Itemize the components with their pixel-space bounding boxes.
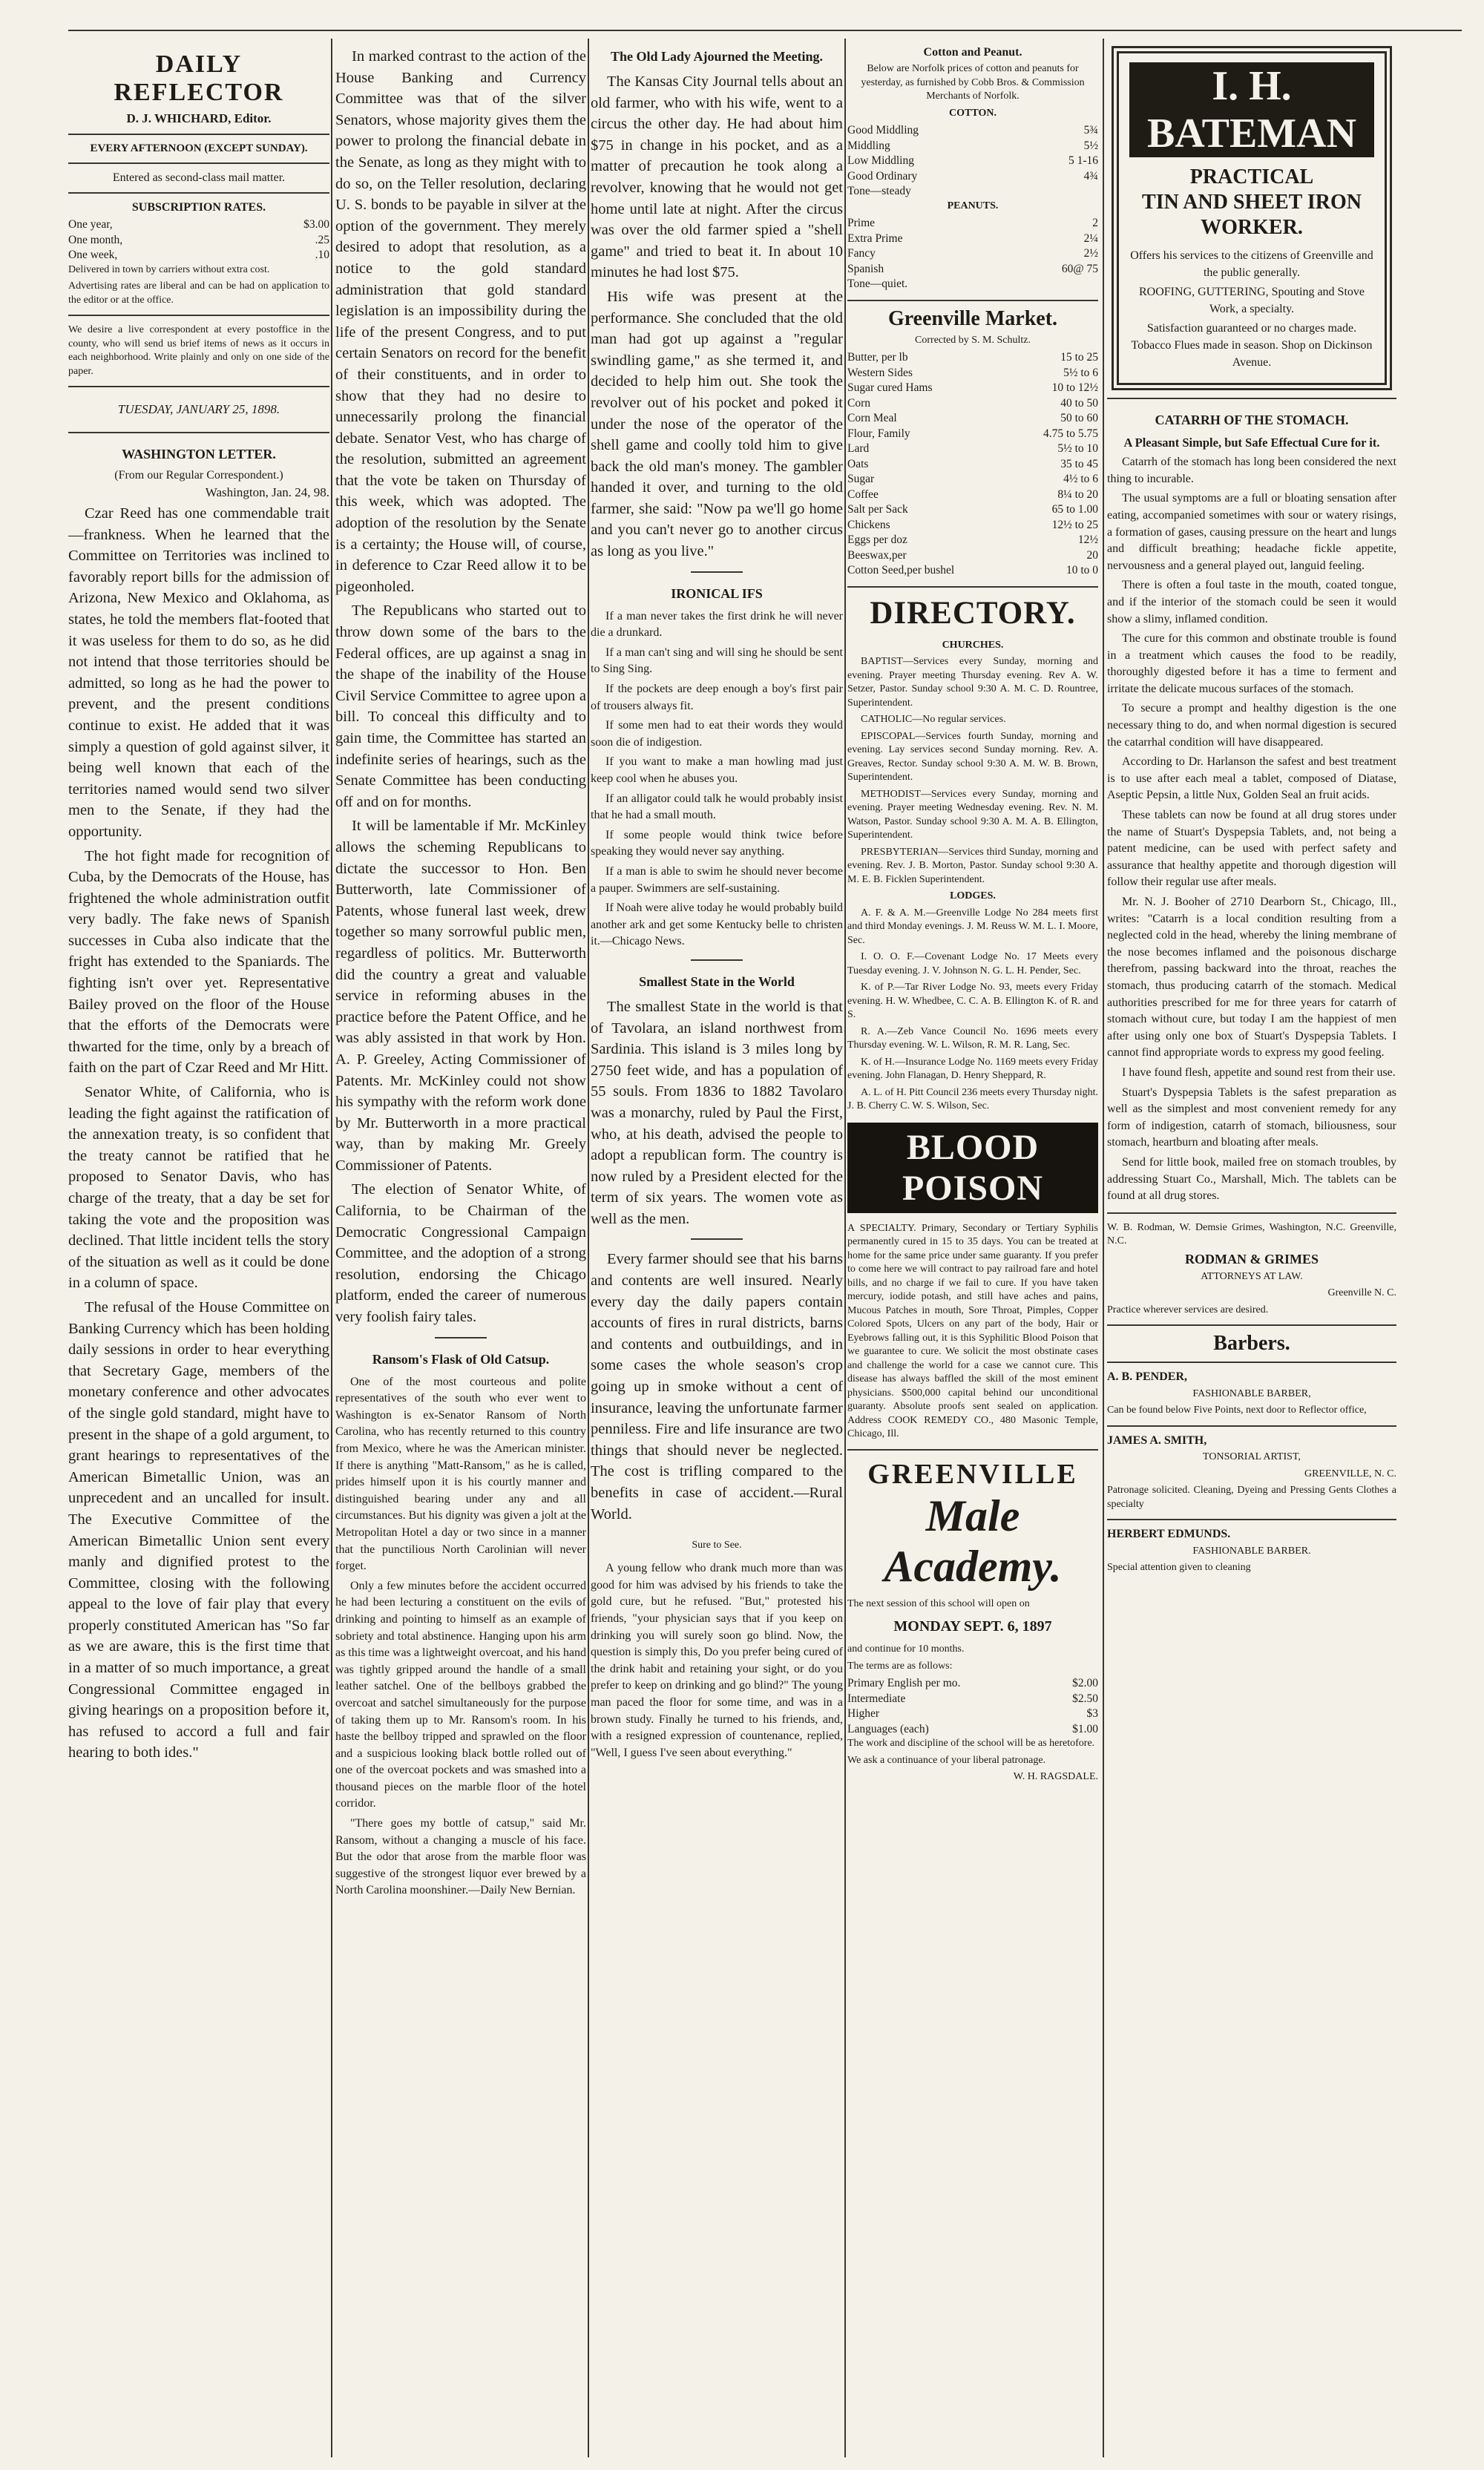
market-title: Cotton and Peanut. (923, 46, 1022, 59)
law-place: Greenville N. C. (1327, 1287, 1396, 1299)
divider (68, 134, 329, 135)
divider (847, 1449, 1098, 1451)
table-row: Cotton Seed,per bushel 10 to 0 (847, 564, 1098, 577)
article-title: Sure to See. (692, 1540, 742, 1551)
rate-row: One week, .10 (68, 249, 329, 261)
divider (68, 162, 329, 164)
market-subtitle: Corrected by S. M. Schultz. (915, 334, 1031, 346)
list-item: If a man can't sing and will sing he should be sent to Sing Sing. (591, 646, 843, 676)
article-paragraph: The cure for this common and obstinate trouble is found in a treatment which causes the food to be readily, thoroughly digested before it has a time to ferment and irritate the delicate mucous surfaces of the stomach. (1107, 632, 1396, 695)
delivery-note: Delivered in town by carriers without extra cost. (68, 263, 270, 275)
divider (435, 1337, 487, 1339)
masthead: DAILY REFLECTOR (114, 50, 284, 106)
top-rule (68, 30, 1462, 31)
table-row: Languages (each) $1.00 (847, 1722, 1098, 1735)
market-intro: Below are Norfolk prices of cotton and peanuts for yesterday, as furnished by Cobb Bros. & Commission Merchants of Norfolk. (861, 63, 1085, 102)
table-row: Sugar 4½ to 6 (847, 473, 1098, 485)
article-paragraph: I have found flesh, appetite and sound rest from their use. (1122, 1065, 1396, 1079)
article-paragraph: Czar Reed has one commendable trait—frankness. When he learned that the Committee on Territories was inclined to favorably report bills for the admission of Arizona, New Mexico and Oklahoma, as states, he told the members flat-footed that it was useless for them to do so, as he did not intend that those territories should be admitted, so long as he had the power to prevent, and the present conditions continue to exist. He added that it was simply a question of gold against silver, it being well known that each of the territories named would send two silver men to the Senate, if they had the opportunity. (68, 505, 329, 840)
fee-table (847, 1676, 1098, 1737)
rate-row: One month, .25 (68, 233, 329, 246)
article-paragraph: "There goes my bottle of catsup," said Mr. Ransom, without a changing a muscle of his face. But the odor that arose from the marble floor was suggestive of the strongest liquor ever brewed by a North Carolina moonshiner.—Daily New Bernian. (335, 1817, 586, 1897)
directory-entry: K. of H.—Insurance Lodge No. 1169 meets every Friday evening. John Flanagan, D. Henry Sheppard, R. (847, 1056, 1098, 1081)
divider (1107, 398, 1396, 399)
directory-entry: PRESBYTERIAN—Services third Sunday, morning and evening. Rev. J. B. Morton, Pastor. Sunday school 9:30 A. M. E. B. Ficklen Superintendent. (847, 846, 1098, 885)
table-row: Salt per Sack 65 to 1.00 (847, 503, 1098, 516)
divider (1107, 1362, 1396, 1363)
column-5 (1107, 46, 1396, 2454)
article-paragraph: According to Dr. Harlanson the safest and best treatment is to use after each meal a tablet, composed of Diatase, Aseptic Pepsin, a little Nux, Golden Seal an fruit acids. (1107, 755, 1396, 802)
peanut-table (847, 216, 1098, 292)
ad-heading: TIN AND SHEET IRON (1142, 191, 1362, 214)
divider (68, 432, 329, 433)
article-paragraph: To secure a prompt and healthy digestion is the one necessary thing to do, and when normal digestion is secured the catarrhal condition will have disappeared. (1107, 702, 1396, 749)
signature: W. H. RAGSDALE. (1013, 1771, 1098, 1782)
byline: (From our Regular Correspondent.) (114, 469, 283, 482)
list-item: If a man never takes the first drink he will never die a drunkard. (591, 609, 843, 640)
barber-text: Patronage solicited. Cleaning, Dyeing and Pressing Gents Clothes a specialty (1107, 1485, 1396, 1510)
article-title: Ransom's Flask of Old Catsup. (372, 1351, 550, 1367)
divider (1107, 1519, 1396, 1520)
table-row: Chickens 12½ to 25 (847, 518, 1098, 531)
section-head: PEANUTS. (947, 200, 999, 211)
section-head: CHURCHES. (942, 639, 1004, 651)
column-1 (68, 46, 329, 2454)
directory-entry: BAPTIST—Services every Sunday, morning and evening. Prayer meeting Thursday evening. Rev A. W. Setzer, Pastor. Sunday school 9:30 A. M. C. D. Rountree, Superintendent. (847, 656, 1098, 709)
divider (847, 300, 1098, 301)
list-item: If the pockets are deep enough a boy's first pair of trousers always fit. (591, 683, 843, 712)
directory-entry: METHODIST—Services every Sunday, morning and evening. Prayer meeting Wednesday evening. Rev. N. M. Watson, Pastor. Sunday school 9:30 A. M. A. B. Ellington, Superintendent. (847, 788, 1098, 841)
blood-poison-banner: BLOOD POISON (847, 1123, 1098, 1213)
barber-name: JAMES A. SMITH, (1107, 1433, 1207, 1447)
correspondent-note: We desire a live correspondent at every postoffice in the county, who will send us brief items of news as it occurs in each neighborhood. Write plainly and only on one side of the paper. (68, 324, 329, 377)
barber-name: A. B. PENDER, (1107, 1370, 1188, 1384)
list-item: If some men had to eat their words they would soon die of indigestion. (591, 719, 843, 749)
list-item: If an alligator could talk he would probably insist that he had a small mouth. (591, 792, 843, 822)
dateline: Washington, Jan. 24, 98. (205, 485, 329, 499)
advertisement-text: A SPECIALTY. Primary, Secondary or Tertiary Syphilis permanently cured in 15 to 35 days. You can be treated at home for the same price under same guaranty. If you prefer to come here we will contract to pay railroad fare and hotel bills, and no charge if we fail to cure. If you have taken mercury, iodide potash, and still have aches and pains, Mucous Patches in mouth, Sore Throat, Pimples, Copper Colored Spots, Ulcers on any part of the body, Hair or Eyebrows falling out, it is this Syphilitic Blood Poison that we guarantee to cure. We solicit the most obstinate cases and challenge the world for a case we cannot cure. This disease has always baffled the skill of the most eminent physicians. $500,000 capital behind our unconditional guaranty. Absolute proofs sent sealed on application. Address COOK REMEDY CO., 480 Masonic Temple, Chicago, Ill. (847, 1222, 1098, 1439)
list-item: If a man is able to swim he should never become a pauper. Swimmers are self-sustaining. (591, 864, 843, 895)
directory-entry: I. O. O. F.—Covenant Lodge No. 17 Meets every Tuesday evening. J. V. Johnson N. G. L. H. Pender, Sec. (847, 951, 1098, 976)
article-paragraph: In marked contrast to the action of the House Banking and Currency Committee was that of the silver Senators, whose majority gives them the power to prolong the financial debate in the Senate, as long as they might with to do so, on the Teller resolution, declaring U. S. bonds to be payable in silver at the option of the government. They merely desired to adopt that resolution, as a notice to the gold standard administration that gold standard legislation is an impossibility during the life of the present Congress, and to put certain Senators on record for the benefit of their constituents, and in order to show that they had no desire to unnecessarily prolong the financial debate. Senator Vest, who has charge of the resolution, submitted an agreement that the vote be taken on Thursday of this week, which was adopted. The adoption of the resolution by the Senate is a certainty; the House will, of course, in deference to Czar Reed allow it to be pigeonholed. (335, 48, 586, 595)
divider (691, 571, 743, 573)
directory-title: DIRECTORY. (870, 595, 1076, 631)
barber-place: GREENVILLE, N. C. (1304, 1468, 1396, 1479)
article-paragraph: Send for little book, mailed free on stomach troubles, by addressing Stuart Co., Marshall, Mich. The tablets can be found at all drug stores. (1107, 1155, 1396, 1203)
article-paragraph: Stuart's Dyspepsia Tablets is the safest preparation as well as the simplest and most convenient remedy for any form of indigestion, catarrh of stomach, biliousness, sour stomach, heartburn and bloating after meals. (1107, 1085, 1396, 1149)
table-row: Tone—steady (847, 185, 911, 197)
ad-heading: WORKER. (1201, 216, 1303, 239)
section-head: LODGES. (950, 890, 996, 901)
ad-name: I. H. BATEMAN (1129, 62, 1374, 157)
barber-title: TONSORIAL ARTIST, (1203, 1451, 1301, 1463)
column-rule (588, 39, 589, 2457)
divider (691, 959, 743, 961)
table-row: Corn Meal 50 to 60 (847, 412, 1098, 424)
issue-date: TUESDAY, JANUARY 25, 1898. (117, 402, 280, 416)
article-paragraph: Mr. N. J. Booher of 2710 Dearborn St., Chicago, Ill., writes: "Catarrh is a local condition resulting from a neglected cold in the head, whereby the lining membrane of the nose becomes inflamed and the poisonous discharge therefrom, passing backward into the throat, reaches the stomach, thus producing catarrh of the stomach. Medical authorities prescribed for me for three years for catarrh of stomach without cure, but today I am the happiest of men after using only one box of Stuart's Dyspepsia Tablets. I cannot find appropriate words to express my good feeling. (1107, 896, 1396, 1060)
article-paragraph: It will be lamentable if Mr. McKinley allows the scheming Republicans to dictate the successor to Hon. Ben Butterworth, late Commissioner of Patents, whose funeral last week, drew together so many sorrowful public men, regardless of politics. Mr. Butterworth did the country a great and valuable service in reforming abuses in the practice before the Patent Office, and he was ably assisted in that work by Hon. A. P. Greeley, Acting Commissioner of Patents. Mr. McKinley could not show his sympathy with the reform work done by Mr. Butterworth in a more practical way, than by making Mr. Greely Commissioner of Patents. (335, 818, 586, 1174)
table-row: Primary English per mo. $2.00 (847, 1677, 1098, 1689)
cotton-table (847, 123, 1098, 200)
table-row: Middling 5½ (847, 139, 1098, 152)
divider (847, 586, 1098, 588)
academy-text: and continue for 10 months. (847, 1643, 965, 1655)
article-paragraph: His wife was present at the performance. She concluded that the old man had got up against a "regular swindling game," as she termed it, and decided to help him out. She took the revolver out of his pocket and poked it under the nose of the operator of the shell game and coolly told him to give back the old man's money. The gambler handed it over, and turning to the old farmer, she said: "Now pa we'll go home and you can't never go to another circus as long as you live." (591, 288, 843, 560)
article-paragraph: Every farmer should see that his barns and contents are well insured. Nearly every day the daily papers contain accounts of fires in rural districts, barns and contents and outbuildings, and in some cases the whole season's crop going up in smoke without a cent of insurance, leaving the unfortunate farmer penniless. Fire and life insurance are two things that should never be neglected. The cost is trifling compared to the benefits in case of accident.—Rural World. (591, 1251, 843, 1523)
article-title: Smallest State in the World (639, 973, 795, 989)
table-row: Western Sides 5½ to 6 (847, 366, 1098, 379)
divider (68, 386, 329, 387)
table-row: Good Middling 5¾ (847, 124, 1098, 137)
article-paragraph: There is often a foul taste in the mouth, coated tongue, and if the interior of the stomach could be seen it would show a slimy, inflamed condition. (1107, 579, 1396, 625)
barber-title: FASHIONABLE BARBER. (1192, 1545, 1311, 1557)
column-3 (591, 46, 843, 2454)
column-rule (331, 39, 332, 2457)
ad-heading: PRACTICAL (1189, 165, 1314, 188)
divider (68, 192, 329, 194)
rates-title: SUBSCRIPTION RATES. (131, 201, 266, 214)
barber-title: FASHIONABLE BARBER, (1192, 1387, 1311, 1399)
table-row: Beeswax,per 20 (847, 548, 1098, 562)
schedule-line: EVERY AFTERNOON (EXCEPT SUNDAY). (90, 142, 308, 154)
table-row: Flour, Family 4.75 to 5.75 (847, 427, 1098, 440)
academy-name: GREENVILLE (867, 1458, 1078, 1490)
academy-title: Male Academy. (884, 1491, 1062, 1591)
article-paragraph: Catarrh of the stomach has long been considered the next thing to incurable. (1107, 456, 1396, 485)
law-names: W. B. Rodman, W. Demsie Grimes, Washington, N.C. Greenville, N.C. (1107, 1221, 1396, 1247)
table-row: Lard 5½ to 10 (847, 442, 1098, 455)
article-paragraph: Senator White, of California, who is leading the fight against the ratification of the annexation treaty, is so confident that the treaty cannot be ratified that he proposed to Senator Davis, who has charge of the treaty, that a day be set for taking the vote and the proposition was declined. That little incident tells the story of the situation as well as it could be done in a column of space. (68, 1084, 329, 1292)
rate-row: One year, $3.00 (68, 218, 329, 231)
column-4 (847, 46, 1098, 2454)
law-firm: RODMAN & GRIMES (1185, 1251, 1319, 1267)
barber-text: Special attention given to cleaning (1107, 1562, 1251, 1574)
list-item: If Noah were alive today he would probably build another ark and get some Kentucky belle to christen it.—Chicago News. (591, 901, 843, 948)
barber-text: Can be found below Five Points, next door to Reflector office, (1107, 1405, 1367, 1416)
table-row: Low Middling 5 1-16 (847, 154, 1098, 167)
article-paragraph: Only a few minutes before the accident occurred he had been lecturing a constituent on the evils of drinking and pointing to himself as an example of sobriety and total abstinence. Hanging upon his arm as this time was a lightweight overcoat, and his hand was tightly gripped around the handle of a small leather satchel. One of the bellboys grabbed the overcoat and satchel simultaneously for the purpose of taking them up to Mr. Ransom's room. In his haste the bellboy tripped and sprawled on the floor and a suspicious looking black bottle rolled out of one of the overcoat pockets and was smashed into a thousand pieces on the marble floor of the hotel corridor. (335, 1579, 586, 1810)
table-row: Oats 35 to 45 (847, 457, 1098, 470)
article-paragraph: The election of Senator White, of California, to be Chairman of the Democratic Congressional Campaign Committee, and the adoption of a strong resolution, endorsing the Chicago platform, ended the career of numerous very foolish fairy tales. (335, 1181, 586, 1326)
section-head: COTTON. (949, 107, 997, 119)
article-paragraph: One of the most courteous and polite representatives of the south who ever went to Washington is ex-Senator Ransom of North Carolina, who has recently returned to this country from Mexico, where he was the American minister. If there is anything "Matt-Ransom," as he is called, prides himself upon it is his courtly manner and distinguished bearing under any and all circumstances. But his dignity was given a jolt at the Metropolitan Hotel a day or two since in a manner that the punctilious North Carolinian will never forget. (335, 1375, 586, 1573)
table-row: Sugar cured Hams 10 to 12½ (847, 381, 1098, 394)
table-row: Butter, per lb 15 to 25 (847, 351, 1098, 364)
ad-text: Offers his services to the citizens of Greenville and the public generally. (1130, 249, 1373, 279)
table-row: Coffee 8¼ to 20 (847, 487, 1098, 501)
column-rule (1103, 39, 1104, 2457)
column-2 (335, 46, 586, 2454)
divider (691, 1238, 743, 1240)
divider (68, 315, 329, 316)
table-row: Spanish 60@ 75 (847, 262, 1098, 275)
article-paragraph: A young fellow who drank much more than was good for him was advised by his friends to take the gold cure, but he refused. "But," protested his friends, "your physician says that if you keep on drinking you will surely soon go blind. Now, the question is simply this, Do you prefer being cured of the drink habit and retaining your sight, or do you prefer to keep on drinking and go blind?" The young man paced the floor for some time, and was in a brown study. Finally he turned to his friends, and, with a resigned expression of countenance, replied, "Well, I guess I've seen about everything." (591, 1562, 843, 1759)
article-title: The Old Lady Ajourned the Meeting. (610, 49, 823, 64)
divider (1107, 1425, 1396, 1427)
academy-text: The next session of this school will open on (847, 1597, 1030, 1609)
law-practice: Practice wherever services are desired. (1107, 1304, 1269, 1316)
barbers-title: Barbers. (1213, 1332, 1290, 1356)
entered-line: Entered as second-class mail matter. (112, 171, 286, 184)
directory-entry: A. F. & A. M.—Greenville Lodge No 284 meets first and third Monday evenings. J. M. Reuss W. M. L. I. Moore, Sec. (847, 907, 1098, 946)
article-title: IRONICAL IFS (671, 585, 763, 601)
article-paragraph: The Republicans who started out to throw down some of the bars to the Federal offices, are up against a snag in the shape of the inability of the House Civil Service Committee to agree upon a bill. To conceal this difficulty and to gain time, the Committee has started an indefinite series of hearings, such as the Senate Committee has been conducting off and on for months. (335, 602, 586, 810)
directory-entry: R. A.—Zeb Vance Council No. 1696 meets every Thursday evening. W. L. Wilson, R. M. R. Lang, Sec. (847, 1025, 1098, 1051)
advertising-note: Advertising rates are liberal and can be had on application to the editor or at the office. (68, 280, 329, 306)
academy-text: The terms are as follows: (847, 1660, 953, 1672)
academy-text: We ask a continuance of your liberal patronage. (847, 1754, 1046, 1766)
table-row: Good Ordinary 4¾ (847, 169, 1098, 183)
article-paragraph: The refusal of the House Committee on Banking Currency which has been holding daily sessions in order to hear everything that Secretary Gage, members of the monetary conference and other advocates of the single gold standard, might have to present in the shape of a gold argument, to grant hearings to representatives of the American Bimetallic Union, was an unprecedent and an uncalled for insult. The Executive Committee of the American Bimetallic Union sent every manly and dignified protest to the Committee, closing with the following appeal to the love of fair play that every properly constituted American has "So far as we are aware, this is the first time that in a matter of so much importance, a great Congressional Committee engaged in giving hearings on a proposition before it, has refused to accord a full and fair hearing to both ides." (68, 1298, 329, 1761)
directory-entry: K. of P.—Tar River Lodge No. 93, meets every Friday evening. H. W. Whedbee, C. C. A. B. Ellington K. of R. and S. (847, 982, 1098, 1020)
ad-text: Satisfaction guaranteed or no charges made. Tobacco Flues made in season. Shop on Dickinson Avenue. (1131, 322, 1373, 369)
article-subtitle: A Pleasant Simple, but Safe Effectual Cure for it. (1123, 436, 1380, 450)
list-item: If you want to make a man howling mad just keep cool when he abuses you. (591, 755, 843, 785)
article-paragraph: The hot fight made for recognition of Cuba, by the Democrats of the House, has frightened the whole administration outfit very badly. The fake news of Spanish successes in Cuba also indicate that the fright has extended to the Spaniards. The fighting isn't over yet. Representative Bailey proved on the floor of the House that the efforts of the Democrats were thwarted for the time, only by a breach of faith on the part of Czar Reed and Mr Hitt. (68, 847, 329, 1077)
list-item: If some people would think twice before speaking they would never say anything. (591, 828, 843, 858)
divider (1107, 1212, 1396, 1214)
article-paragraph: The smallest State in the world is that of Tavolara, an island northwest from Sardinia. This island is 3 miles long by 2750 feet wide, and has a population of 55 souls. From 1836 to 1882 Tavolaro was a monarchy, ruled by Paul the First, who, at his death, advised the people to adopt a republican form. The country is now ruled by a President elected for the term of six years. The women vote as well as the men. (591, 998, 843, 1227)
law-title: ATTORNEYS AT LAW. (1201, 1270, 1303, 1282)
directory-entry: EPISCOPAL—Services fourth Sunday, morning and evening. Lay services second Sunday morning. Rev. A. Greaves, Rector. Sunday school 9:30 A. M. W. B. Brown, Superintendent. (847, 730, 1098, 783)
editor-line: D. J. WHICHARD, Editor. (126, 111, 272, 125)
column-rule (844, 39, 846, 2457)
bateman-advertisement (1112, 46, 1392, 390)
table-row: Tone—quiet. (847, 277, 908, 290)
table-row: Prime 2 (847, 217, 1098, 229)
table-row: Fancy 2½ (847, 247, 1098, 260)
directory-entry: CATHOLIC—No regular services. (861, 714, 1006, 725)
barber-name: HERBERT EDMUNDS. (1107, 1528, 1231, 1541)
table-row: Higher $3 (847, 1707, 1098, 1720)
article-paragraph: The Kansas City Journal tells about an old farmer, who with his wife, went to a circus the other day. He had about him $75 in change in his pocket, and as a matter of precaution he took along a revolver, knowing that he would not get home until late at night. After the circus was over the old farmer spied a "shell game" and tried to beat it. In about 10 minutes he had lost $75. (591, 73, 843, 281)
article-title: WASHINGTON LETTER. (122, 447, 276, 462)
table-row: Eggs per doz 12½ (847, 533, 1098, 546)
session-date: MONDAY SEPT. 6, 1897 (893, 1618, 1052, 1635)
article-paragraph: The usual symptoms are a full or bloating sensation after eating, accompanied sometimes with sour or watery risings, a formation of gases, causing pressure on the heart and lungs and difficult breathing; headache fickle appetite, nervousness and a general played out, languid feeling. (1107, 492, 1396, 572)
ad-text: ROOFING, GUTTERING, Spouting and Stove Work, a specialty. (1139, 286, 1365, 315)
market-title: Greenville Market. (887, 306, 1058, 330)
directory-entry: A. L. of H. Pitt Council 236 meets every Thursday night. J. B. Cherry C. W. S. Wilson, Sec. (847, 1086, 1098, 1111)
divider (1107, 1324, 1396, 1326)
table-row: Corn 40 to 50 (847, 396, 1098, 410)
academy-text: The work and discipline of the school will be as heretofore. (847, 1738, 1095, 1749)
article-title: CATARRH OF THE STOMACH. (1155, 413, 1349, 428)
market-table (847, 350, 1098, 579)
table-row: Extra Prime 2¼ (847, 231, 1098, 245)
rates-table (68, 217, 329, 263)
article-paragraph: These tablets can now be found at all drug stores under the name of Stuart's Dyspepsia Tablets, and, not being a patent medicine, can be used with perfect safety and assurance that healthy appetite and thorough digestion will follow their regular use after meals. (1107, 809, 1396, 889)
table-row: Intermediate $2.50 (847, 1692, 1098, 1705)
